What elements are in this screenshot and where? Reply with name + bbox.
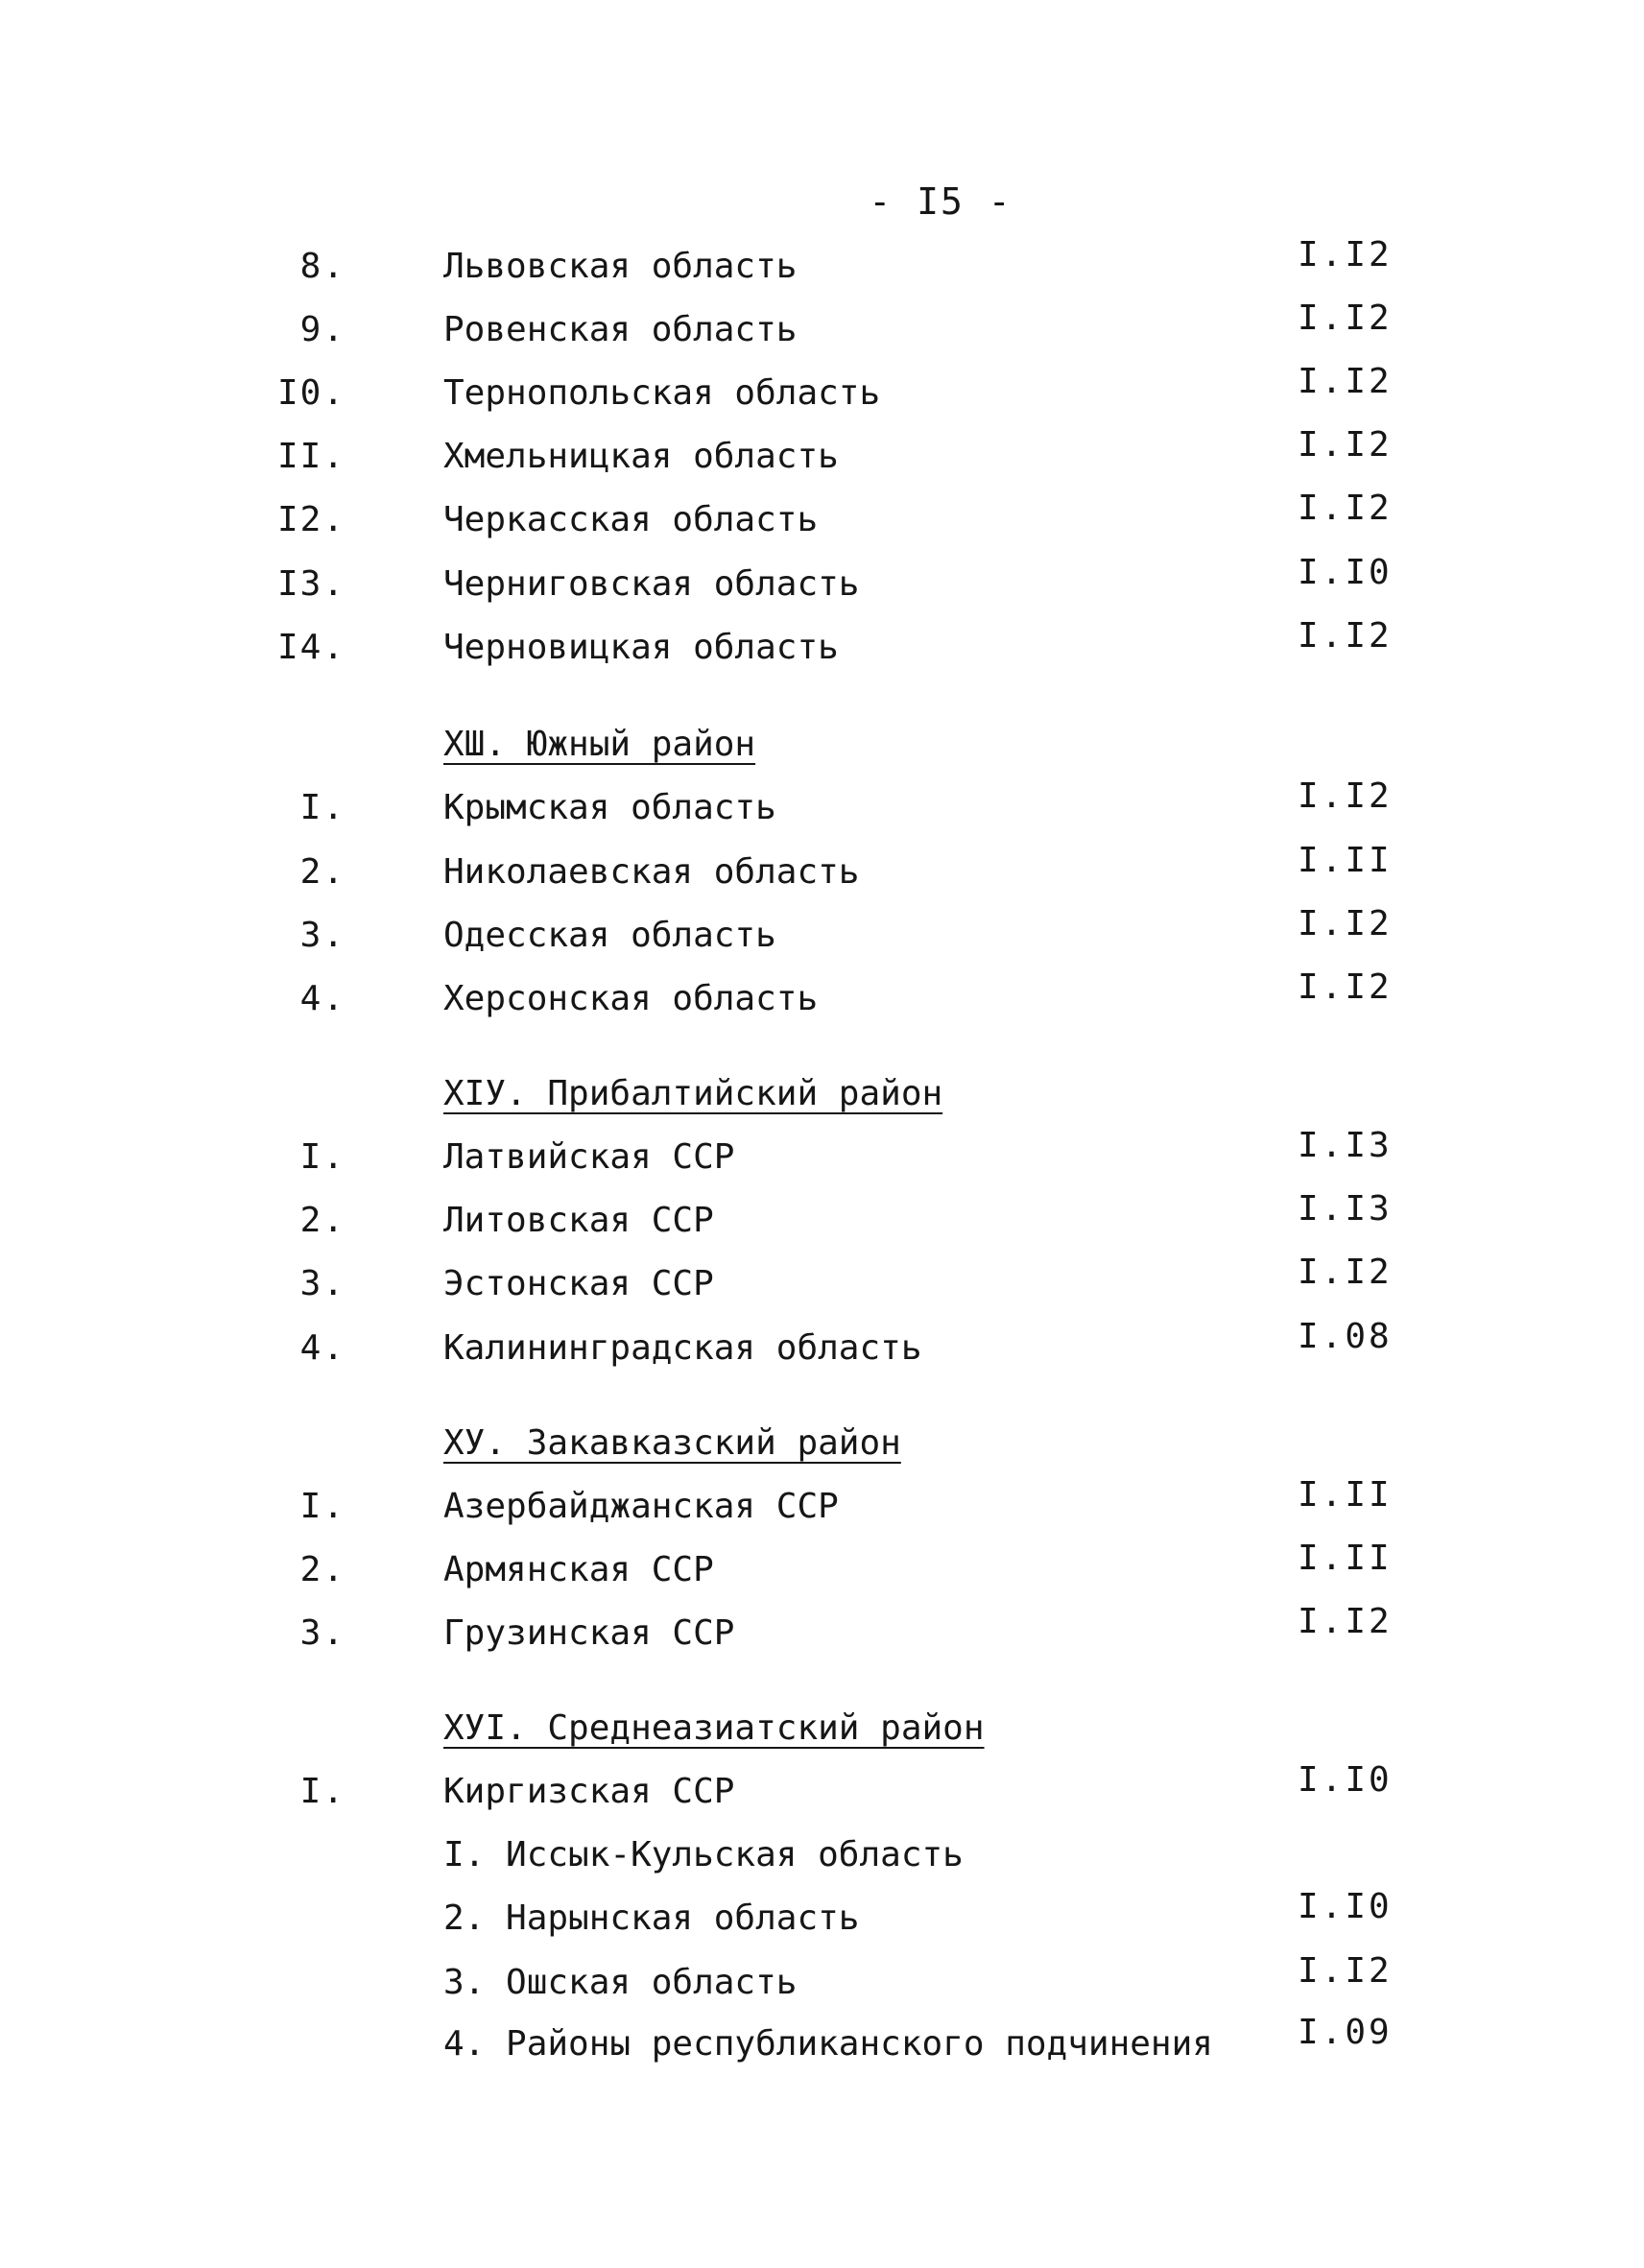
item-value: I.I0	[1298, 1760, 1393, 1800]
item-value: I.I2	[1298, 776, 1393, 816]
item-name: Черкасская область	[443, 500, 819, 539]
list-item	[0, 1602, 1644, 1658]
item-value: I.I2	[1298, 904, 1393, 943]
item-number: I.	[299, 1137, 345, 1177]
item-value: I.I2	[1298, 616, 1393, 656]
item-value: I.08	[1298, 1317, 1393, 1356]
item-value: I.I2	[1298, 425, 1393, 465]
list-item	[0, 1539, 1644, 1594]
item-name: Одесская область	[443, 916, 776, 955]
item-name: 2. Нарынская область	[443, 1898, 860, 1938]
item-number: 9.	[299, 310, 345, 349]
list-item	[0, 1126, 1644, 1182]
list-item	[0, 1253, 1644, 1308]
item-number: 2.	[299, 1550, 345, 1589]
item-name: Хмельницкая область	[443, 437, 839, 476]
list-item	[0, 553, 1644, 609]
item-name: Черновицкая область	[443, 628, 839, 667]
list-item	[0, 1475, 1644, 1531]
item-value: I.I2	[1298, 489, 1393, 528]
item-value: I.I0	[1298, 553, 1393, 592]
page-number: - I5 -	[869, 180, 1013, 223]
item-name: I. Иссык-Кульская область	[443, 1835, 964, 1874]
item-value: I.I2	[1298, 298, 1393, 338]
item-name: Ровенская область	[443, 310, 798, 349]
item-value: I.I2	[1298, 1951, 1393, 1991]
item-name: Николаевская область	[443, 852, 860, 892]
item-number: I.	[299, 1487, 345, 1526]
item-name: Черниговская область	[443, 564, 860, 604]
list-item	[0, 776, 1644, 832]
list-item	[0, 841, 1644, 896]
list-item	[0, 362, 1644, 418]
item-number: I4.	[276, 628, 345, 667]
sub-list-item	[0, 2013, 1644, 2068]
item-value: I.II	[1298, 1475, 1393, 1515]
item-name: Львовская область	[443, 247, 798, 286]
list-item	[0, 967, 1644, 1023]
list-item	[0, 1189, 1644, 1245]
item-number: I3.	[276, 564, 345, 604]
item-name: 4. Районы республиканского подчинения	[443, 2024, 1213, 2064]
section-heading: ХШ. Южный район	[443, 725, 756, 764]
list-item	[0, 425, 1644, 481]
item-number: I.	[299, 1772, 345, 1811]
item-number: I0.	[276, 373, 345, 413]
item-name: Армянская ССР	[443, 1550, 714, 1589]
item-name: Латвийская ССР	[443, 1137, 735, 1177]
item-number: 2.	[299, 1201, 345, 1240]
item-number: 8.	[299, 247, 345, 286]
item-value: I.I2	[1298, 967, 1393, 1007]
item-value: I.I2	[1298, 1602, 1393, 1641]
list-item	[0, 904, 1644, 960]
item-number: 3.	[299, 1613, 345, 1653]
item-number: 4.	[299, 979, 345, 1018]
list-item	[0, 1760, 1644, 1816]
sub-list-item	[0, 1887, 1644, 1943]
item-number: 3.	[299, 916, 345, 955]
section-heading: XIУ. Прибалтийский район	[443, 1074, 943, 1113]
item-value: I.I0	[1298, 1887, 1393, 1926]
item-name: Азербайджанская ССР	[443, 1487, 839, 1526]
item-value: I.I2	[1298, 362, 1393, 401]
item-value: I.I2	[1298, 1253, 1393, 1292]
item-number: II.	[276, 437, 345, 476]
sub-list-item	[0, 1831, 1644, 1879]
list-item	[0, 489, 1644, 544]
item-name: 3. Ошская область	[443, 1963, 798, 2002]
item-name: Крымская область	[443, 788, 776, 827]
item-name: Грузинская ССР	[443, 1613, 735, 1653]
item-name: Калининградская область	[443, 1328, 922, 1368]
section-heading: ХУI. Среднеазиатский район	[443, 1708, 985, 1748]
item-value: I.I2	[1298, 235, 1393, 275]
item-value: I.II	[1298, 841, 1393, 880]
item-number: 2.	[299, 852, 345, 892]
item-value: I.I3	[1298, 1126, 1393, 1165]
item-number: I2.	[276, 500, 345, 539]
item-name: Литовская ССР	[443, 1201, 714, 1240]
item-name: Эстонская ССР	[443, 1264, 714, 1303]
section-heading: ХУ. Закавказский район	[443, 1423, 901, 1463]
item-value: I.II	[1298, 1539, 1393, 1578]
item-name: Херсонская область	[443, 979, 819, 1018]
item-number: 4.	[299, 1328, 345, 1368]
item-name: Киргизская ССР	[443, 1772, 735, 1811]
item-number: 3.	[299, 1264, 345, 1303]
item-name: Тернопольская область	[443, 373, 881, 413]
item-value: I.I3	[1298, 1189, 1393, 1229]
list-item	[0, 235, 1644, 291]
list-item	[0, 1317, 1644, 1373]
item-number: I.	[299, 788, 345, 827]
list-item	[0, 616, 1644, 672]
sub-list-item	[0, 1951, 1644, 2007]
item-value: I.09	[1298, 2013, 1393, 2052]
list-item	[0, 298, 1644, 354]
